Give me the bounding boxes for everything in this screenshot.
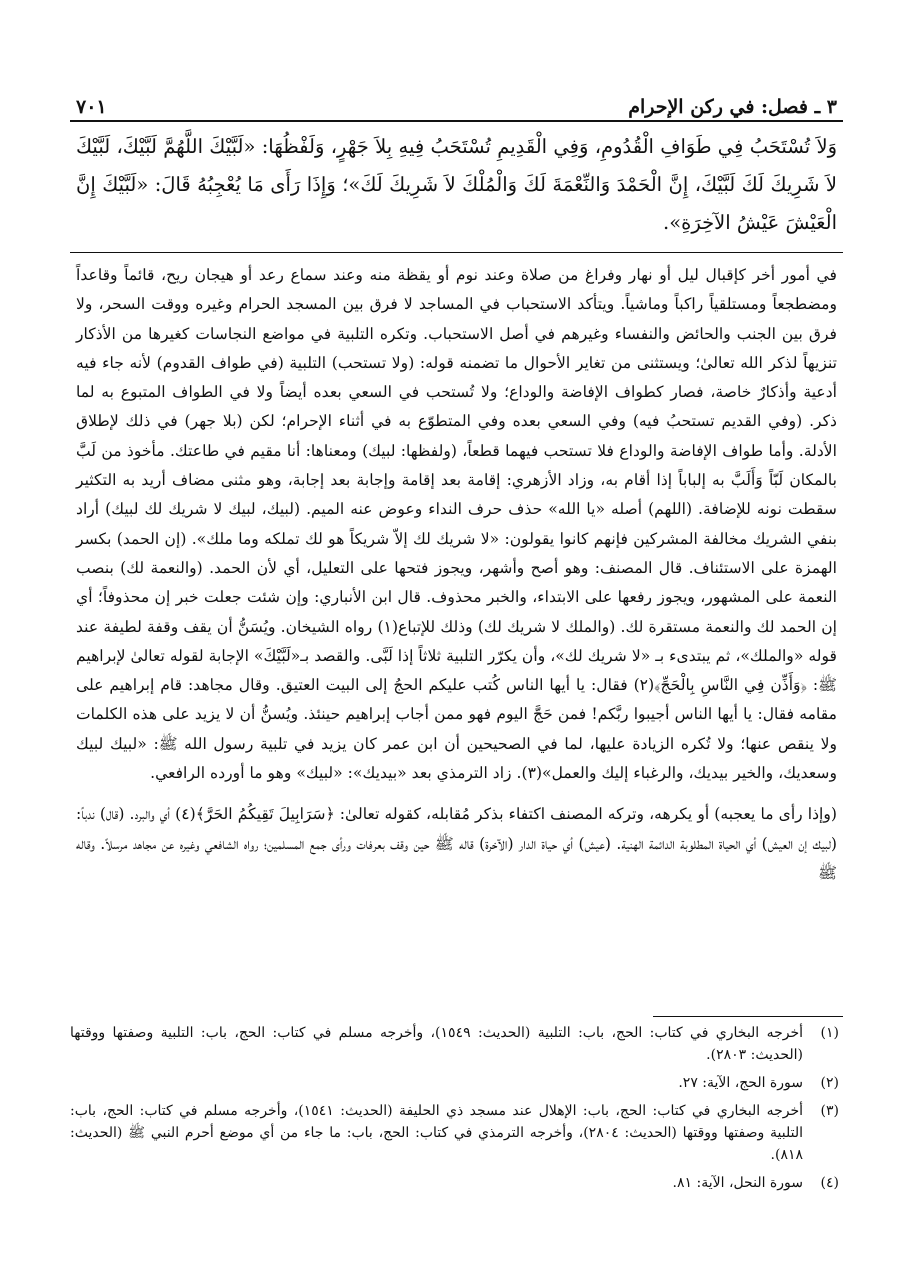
footnote-rule — [653, 1016, 843, 1017]
footnote-number: (٤) — [820, 1175, 839, 1191]
footnote-number: (١) — [820, 1025, 839, 1041]
commentary-paragraph-2: (وإذا رأى ما يعجبه) أو يكرهه، وتركه المصنف اكتفاء بذكر مُقابله، كقوله تعالىٰ: ﴿سَرَابِيلَ تَقِيكُمُ الحَرَّ﴾(٤) أي والبرد. (قال) ندباً: (لبيك إن العيش) أي الحياة المطلوبة الدائمة الهنية. (عيش) أي حياة الدار (الآخرة) قاله ﷺ حين وقف بعرفات ورأى جمع المسلمين؛ رواه الشافعي وغيره عن مجاهد مرسلاً. وقاله ﷺ — [76, 805, 838, 882]
footnote-item — [70, 1072, 843, 1094]
commentary-paragraph-1: في أمور أخر كإقبال ليل أو نهار وفراغ من صلاة وعند نوم أو يقظة منه وعند سماع رعد أو هيجان ريح، قائماً وقاعداً ومضطجعاً ومستلقياً راكباً وماشياً. ويتأكد الاستحباب في المساجد لا فرق بين المسجد الحرام وغيره ووقت السحر، ولا فرق بين الجنب والحائض والنفساء وغيرهم في أصل الاستحباب. وتكره التلبية في مواضع النجاسات كغيرها من الأذكار تنزيهاً لذكر الله تعالىٰ؛ ويستثنى من تغاير الأحوال ما تضمنه قوله: (ولا تستحب) التلبية (في طواف القدوم) لأنه جاء فيه أدعية وأذكارٌ خاصة، فصار كطواف الإفاضة والوداع؛ ولا تُستحب في السعي بعده أيضاً ولا في الطواف المتبوع به لما ذكر. (وفي القديم تستحبُ فيه) وفي السعي بعده وفي المتطوّع به في أثناء الإحرام؛ لكن (بلا جهر) في ذلك لإطلاق الأدلة. وأما طواف الإفاضة والوداع فلا تستحب فيهما قطعاً، (ولفظها: لبيك) ومعناها: أنا مقيم في طاعتك. مأخوذ من لَبَّ بالمكان لَبّاً وَأَلَبَّ به إلباباً إذا أقام به، وزاد الأزهري: إقامة بعد إقامة وإجابة بعد إجابة، وهو مثنى مضاف أريد به التكثير سقطت نونه للإضافة. (اللهم) أصله «يا الله» حذف حرف النداء وعوض عنه الميم. (لبيك، لبيك لا شريك لك لبيك) أراد بنفي الشريك مخالفة المشركين فإنهم كانوا يقولون: «لا شريك لك إلاّ شريكاً هو لك تملكه وما ملك». (إن الحمد) بكسر الهمزة على الاستئناف. قال المصنف: وهو أصح وأشهر، ويجوز فتحها على التعليل، أي لأن الحمد. (والنعمة لك) بنصب النعمة على المشهور، ويجوز رفعها على الابتداء، والخبر محذوف. قال ابن الأنباري: وإن شئت جعلت خبر إن محذوفاً؛ أي إن الحمد لك والنعمة مستقرة لك. (والملك لا شريك لك) وذلك للإتباع(١) رواه الشيخان. ويُسَنُّ أن يقف وقفة لطيفة عند قوله «والملك»، ثم يبتدىء بـ «لا شريك لك»، وأن يكرّر التلبية ثلاثاً إذا لَبَّى. والقصد بـ«لَبَّيْكَ» الإجابة لقوله تعالىٰ لإبراهيم ﷺ: ﴿وَأَذِّن فِي النَّاسِ بِالْحَجِّ﴾(٢) فقال: يا أيها الناس كُتب عليكم الحجُ إلى البيت العتيق. وقال مجاهد: قام إبراهيم على مقامه فقال: يا أيها الناس أجيبوا ربَّكم! فمن حَجَّ اليوم فهو ممن أجاب إبراهيم حينئذ. ويُسنُّ أن لا يزيد على هذه الكلمات ولا ينقص عنها؛ ولا تُكره الزيادة عليها، لما في الصحيحين أن ابن عمر كان يزيد في تلبية رسول الله ﷺ: «لبيك لبيك وسعديك، والخير بيديك، والرغباء إليك والعمل»(٣). زاد الترمذي بعد «بيديك»: «لبيك» وهو ما أورده الرافعي. — [76, 266, 837, 783]
footnote-text: سورة النحل، الآية: ٨١. — [672, 1175, 803, 1191]
page-number: ٧٠١ — [76, 96, 107, 118]
footnote-item — [70, 1022, 843, 1066]
footnote-number: (٢) — [820, 1075, 839, 1091]
footnotes — [70, 1022, 843, 1200]
chapter-title: ٣ ـ فصل: في ركن الإحرام — [628, 96, 837, 118]
main-text: وَلاَ تُسْتَحَبُ فِي طَوَافِ الْقُدُومِ، وَفِي الْقَدِيمِ تُسْتَحَبُ فِيهِ بِلاَ جَهْرٍ، وَلَفْظُهَا: «لَبَّيْكَ اللَّهُمَّ لَبَّيْكَ، لَبَّيْكَ لاَ شَرِيكَ لَكَ لَبَّيْكَ، إِنَّ الْحَمْدَ وَالنِّعْمَةَ لَكَ وَالْمُلْكَ لاَ شَرِيكَ لَكَ»؛ وَإِذَا رَأَى مَا يُعْجِبُهُ قَالَ: «لَبَّيْكَ إِنَّ الْعَيْشَ عَيْشُ الآخِرَةِ». — [76, 135, 837, 234]
footnote-text: أخرجه البخاري في كتاب: الحج، باب: التلبية (الحديث: ١٥٤٩)، وأخرجه مسلم في كتاب: الحج، باب: التلبية وصفتها ووقتها (الحديث: ٢٨٠٣). — [70, 1025, 804, 1063]
footnote-text: أخرجه البخاري في كتاب: الحج، باب: الإهلال عند مسجد ذي الحليفة (الحديث: ١٥٤١)، وأخرجه مسلم في كتاب: الحج، باب: التلبية وصفتها ووقتها (الحديث: ٢٨٠٤)، وأخرجه الترمذي في كتاب: الحج، باب: ما جاء من أي موضع أحرم النبي ﷺ (الحديث: ٨١٨). — [70, 1103, 803, 1163]
footnote-item — [70, 1172, 843, 1194]
footnote-item — [70, 1100, 843, 1166]
footnote-text: سورة الحج، الآية: ٢٧. — [678, 1075, 803, 1091]
footnote-number: (٣) — [820, 1103, 839, 1119]
footnote-area — [70, 0, 843, 1264]
